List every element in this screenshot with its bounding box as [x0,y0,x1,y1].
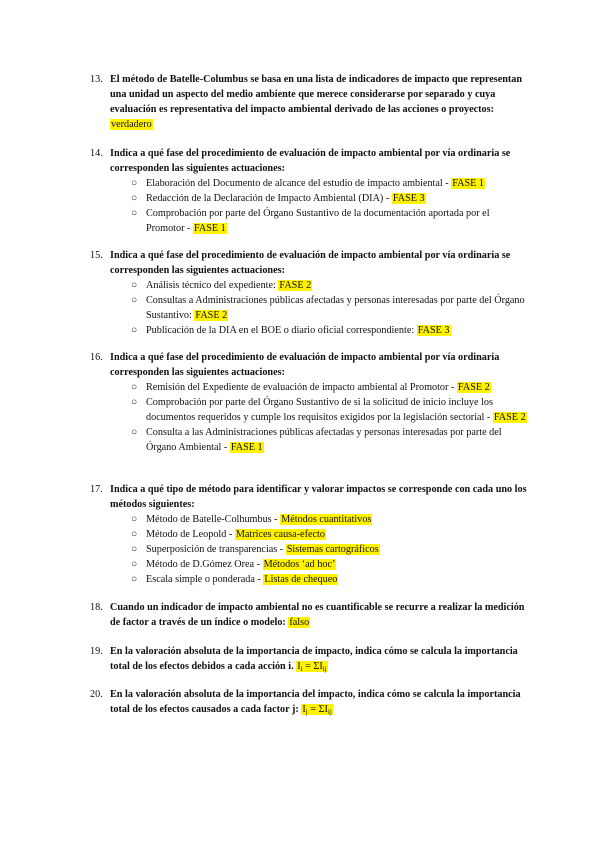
question-20 [90,687,530,717]
list-item [131,572,530,587]
bullet-icon: ○ [131,559,138,570]
answer-highlight: Matrices causa-efecto [235,529,325,540]
question-17 [90,482,530,587]
formula-sum: = ΣI [302,661,323,672]
bullet-icon: ○ [131,382,138,393]
list-item [131,395,530,425]
item-text: Remisión del Expediente de evaluación de impacto ambiental al Promotor - [146,382,457,393]
item-text: Método de Batelle-Colhumbus - [146,514,281,525]
question-16 [90,350,530,455]
item-text: Escala simple o ponderada - [146,574,264,585]
list-item [131,557,530,572]
formula-highlight [296,661,327,672]
question-prompt: El método de Batelle-Columbus se basa en una lista de indicadores de impacto que representan una unidad un aspecto del medio ambiente que merece considerarse por separado y cuya evaluación es representativa del impacto ambiental derivado de las acciones o proyectos: [110,74,523,115]
formula-subscript: i [300,665,303,673]
bullet-icon: ○ [131,325,138,336]
item-text: Comprobación por parte del Órgano Sustantivo de si la solicitud de inicio incluye los documentos requeridos y cumple los requisitos exigidos por la legislación sectorial - [146,397,493,423]
answer-highlight: Sistemas cartográficos [286,544,379,555]
item-text: Publicación de la DIA en el BOE o diario oficial correspondiente: [146,325,417,336]
bullet-icon: ○ [131,574,138,585]
item-text: Comprobación por parte del Órgano Sustantivo de la documentación aportada por el Promotor - [146,208,490,234]
list-item [131,323,530,338]
question-text [110,72,530,132]
question-number: 17. [90,484,103,495]
answer-highlight: FASE 1 [452,178,485,189]
answer-highlight: FASE 2 [457,382,490,393]
question-15 [90,248,530,338]
formula-highlight [301,704,332,715]
answer-list [131,380,530,455]
answer-list [131,176,530,236]
question-text: Indica a qué fase del procedimiento de evaluación de impacto ambiental por vía ordinaria corresponden las siguientes actuaciones: [110,352,500,378]
list-item [131,527,530,542]
answer-highlight: FASE 3 [392,193,425,204]
formula-sum: = ΣI [307,704,328,715]
question-number: 18. [90,602,103,613]
question-18 [90,600,530,630]
answer-highlight: Listas de chequeo [264,574,338,585]
list-item [131,191,530,206]
item-text: Método de D.Gómez Orea - [146,559,263,570]
bullet-icon: ○ [131,178,138,189]
question-text: Indica a qué fase del procedimiento de evaluación de impacto ambiental por vía ordinaria se corresponden las siguientes actuaciones: [110,250,511,276]
bullet-icon: ○ [131,529,138,540]
bullet-icon: ○ [131,193,138,204]
question-text: Indica a qué fase del procedimiento de evaluación de impacto ambiental por vía ordinaria se corresponden las siguientes actuaciones: [110,148,511,174]
formula-symbol: I [297,661,301,672]
bullet-icon: ○ [131,208,138,219]
item-text: Superposición de transparencias - [146,544,286,555]
question-text: Indica a qué tipo de método para identificar y valorar impactos se corresponde con cada uno los métodos siguientes: [110,484,527,510]
question-text [110,644,530,674]
list-item [131,278,530,293]
answer-list [131,278,530,338]
answer-highlight: falso [289,617,310,628]
answer-highlight: FASE 2 [195,310,228,321]
question-number: 13. [90,74,103,85]
formula-subscript: ij [327,708,332,716]
list-item [131,206,530,236]
bullet-icon: ○ [131,514,138,525]
list-item [131,425,530,455]
item-text: Método de Leopold - [146,529,235,540]
answer-highlight: FASE 2 [493,412,526,423]
question-number: 15. [90,250,103,261]
question-number: 16. [90,352,103,363]
question-number: 19. [90,646,103,657]
formula-symbol: I [302,704,306,715]
item-text: Análisis técnico del expediente: [146,280,279,291]
item-text: Redacción de la Declaración de Impacto Ambiental (DIA) - [146,193,392,204]
question-text [110,687,530,717]
answer-highlight: FASE 1 [230,442,263,453]
item-text: Elaboración del Documento de alcance del estudio de impacto ambiental - [146,178,452,189]
list-item [131,293,530,323]
question-13 [90,72,530,132]
answer-highlight: FASE 2 [279,280,312,291]
answer-highlight: FASE 3 [417,325,450,336]
bullet-icon: ○ [131,397,138,408]
list-item [131,512,530,527]
answer-list [131,512,530,587]
question-19 [90,644,530,674]
question-number: 20. [90,689,103,700]
question-prompt: En la valoración absoluta de la importancia del impacto, indica cómo se calcula la importancia total de los efectos causados a cada factor j: [110,689,521,715]
bullet-icon: ○ [131,544,138,555]
formula-subscript: j [305,708,308,716]
item-text: Consultas a Administraciones públicas afectadas y personas interesadas por parte del Órgano Sustantivo: [146,295,525,321]
list-item [131,176,530,191]
question-14 [90,146,530,236]
answer-highlight: FASE 1 [193,223,226,234]
list-item [131,380,530,395]
bullet-icon: ○ [131,427,138,438]
question-text [110,600,530,630]
item-text: Consulta a las Administraciones públicas afectadas y personas interesadas por parte del Órgano Ambiental - [146,427,502,453]
question-number: 14. [90,148,103,159]
answer-highlight: Métodos ‘ad hoc’ [263,559,336,570]
answer-highlight: Métodos cuantitativos [281,514,372,525]
answer-highlight: verdadero [111,119,152,130]
question-prompt: Cuando un indicador de impacto ambiental no es cuantificable se recurre a realizar la medición de factor a través de un índice o modelo: [110,602,525,628]
formula-subscript: ij [322,665,327,673]
bullet-icon: ○ [131,280,138,291]
list-item [131,542,530,557]
question-prompt: En la valoración absoluta de la importancia de impacto, indica cómo se calcula la importancia total de los efectos debidos a cada acción i. [110,646,518,672]
bullet-icon: ○ [131,295,138,306]
